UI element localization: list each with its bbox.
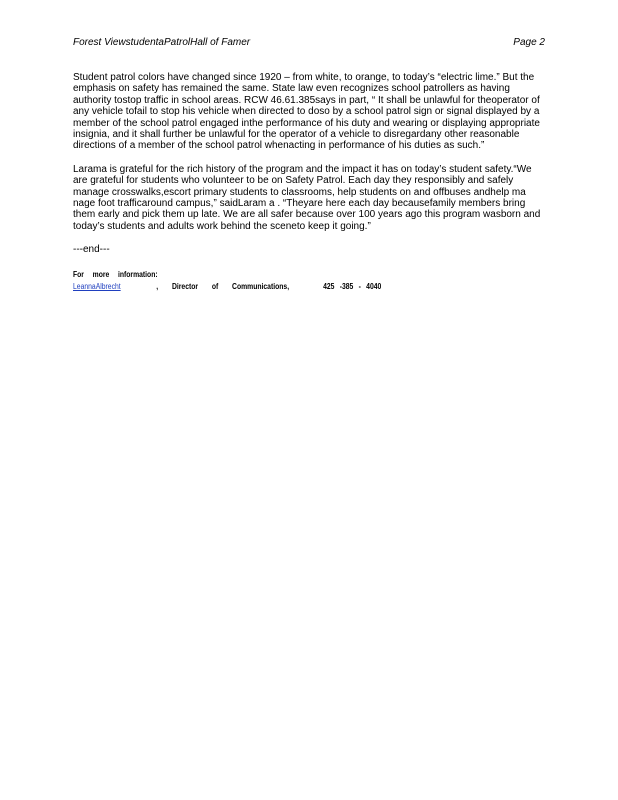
page-header (73, 37, 545, 51)
contact-name-link[interactable]: LeannaAlbrecht (73, 281, 121, 291)
paragraph-2: Larama is grateful for the rich history of the program and the impact it has on today’s student safety.“We are grateful for students who volunteer to be on Safety Patrol. Each day they responsibly and safely manage crosswalks,escort primary students to classrooms, help students on and offbuses andhelp ma nage foot trafficaround campus,” saidLaram a . “Theyare here each day becausefamily members bring them early and pick them up late. We are all safer because over 100 years ago this program wasborn and today’s students and adults work behind the sceneto keep it going.” (73, 163, 541, 232)
contact-block (73, 269, 548, 293)
contact-phone: 425 -385 - 4040 (323, 281, 382, 291)
paragraph-1: Student patrol colors have changed since 1920 – from white, to orange, to today’s “electric lime.” But the emphasis on safety has remained the same. State law even recognizes school patrollers as having authority tostop traffic in school areas. RCW 46.61.385says in part, “ It shall be unlawful for theoperator of any vehicle tofail to stop his vehicle when directed to doso by a school patrol sign or signal displayed by a member of the school patrol engaged inthe performance of his duty and wearing or displaying appropriate insignia, and it shall further be unlawful for the operator of a vehicle to disregardany other reasonable directions of a member of the school patrol whenacting in performance of his duties as such.” (73, 72, 540, 152)
header-title: Forest ViewstudentaPatrolHall of Famer (73, 37, 251, 48)
contact-line (73, 281, 381, 293)
contact-role: , Director of Communications, (156, 281, 290, 291)
document-body (73, 72, 548, 293)
contact-label: For more information: (73, 269, 158, 279)
page-number: Page 2 (513, 37, 545, 48)
end-mark: ---end--- (73, 244, 110, 256)
